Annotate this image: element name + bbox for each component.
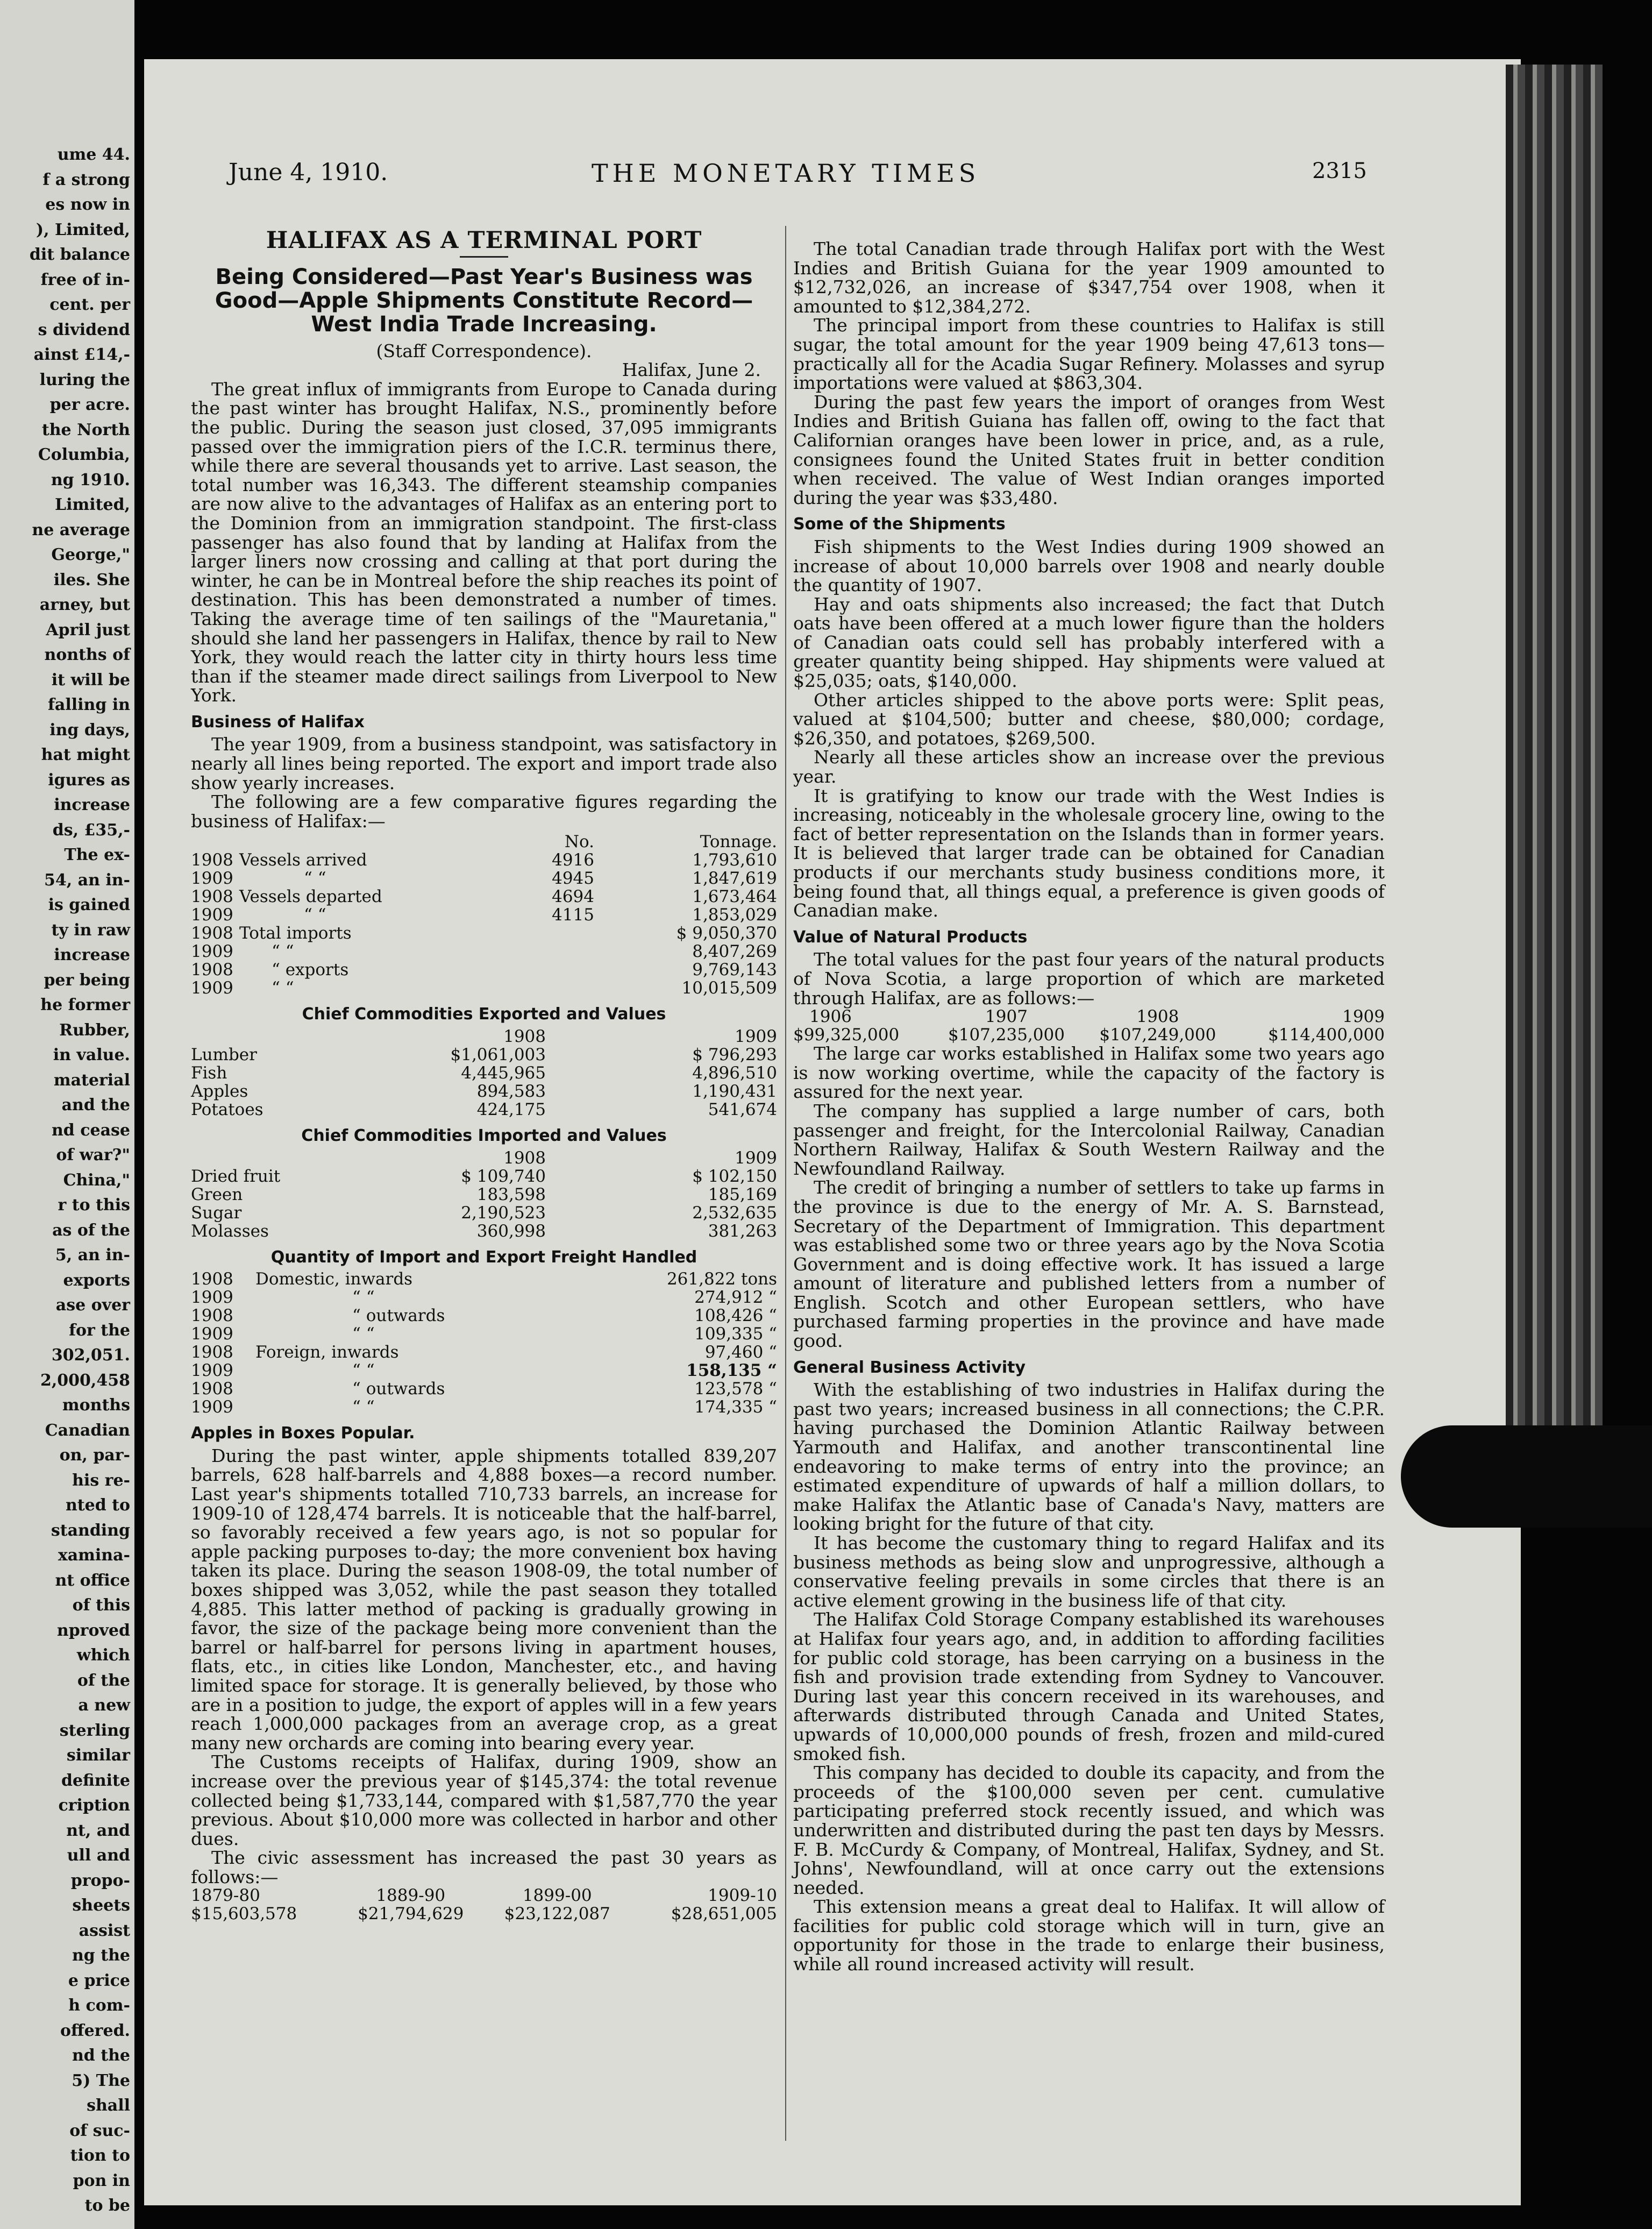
year-cell: 1909 xyxy=(191,1397,233,1417)
title-rule xyxy=(460,256,508,258)
left-page-fragment: hat might xyxy=(41,746,130,765)
value-cell: $99,325,000 xyxy=(793,1025,900,1045)
column-divider xyxy=(785,226,786,2141)
value-cell: 10,015,509 xyxy=(681,978,777,998)
year-cell: 1908 xyxy=(191,924,233,943)
value-cell: $ 102,150 xyxy=(692,1166,777,1186)
value-cell: 8,407,269 xyxy=(692,942,777,962)
left-page-fragment: nd cease xyxy=(51,1120,130,1140)
left-page-fragment: sterling xyxy=(59,1721,130,1740)
left-page-fragment: April just xyxy=(46,620,130,640)
left-page-fragment: of the xyxy=(77,1671,130,1690)
left-page-fragment: luring the xyxy=(39,370,130,389)
label-cell: “ outwards xyxy=(352,1379,445,1399)
left-page-fragment: George," xyxy=(51,545,130,565)
left-page-fragment: s dividend xyxy=(38,320,130,339)
left-page-fragment: for the xyxy=(69,1321,130,1340)
label-cell: “ exports xyxy=(272,960,349,980)
left-page-fragment: of this xyxy=(72,1596,130,1615)
year-cell: 1909 xyxy=(191,1361,233,1381)
year-cell: 1908 xyxy=(191,1343,233,1362)
value-cell: 97,460 “ xyxy=(704,1343,777,1362)
left-page-fragment: propo- xyxy=(70,1871,130,1890)
section-heading: Some of the Shipments xyxy=(793,515,1006,534)
value-cell: $107,249,000 xyxy=(1099,1025,1216,1045)
left-page-fragment: assist xyxy=(79,1921,130,1940)
left-page-fragment: in value. xyxy=(53,1046,130,1065)
column-1 xyxy=(191,227,777,1924)
paragraph: During the past few years the import of oranges from West Indies and British Guiana has fallen off, owing to the fact that Californian oranges have been lower in price, and, as a rule, consignees found the United States fruit in better condition when received. The value of West Indian oranges imported during the year was $33,480. xyxy=(793,391,1385,508)
left-page-fragment: months xyxy=(62,1396,130,1415)
value-cell: 4694 xyxy=(552,887,594,907)
left-page-fragment: he former xyxy=(40,996,130,1015)
year-cell: 1908 xyxy=(191,1379,233,1399)
commodity-cell: Lumber xyxy=(191,1045,257,1065)
value-cell: 424,175 xyxy=(476,1100,546,1120)
section-heading: Value of Natural Products xyxy=(793,927,1028,947)
label-cell: Vessels arrived xyxy=(239,850,367,870)
left-page-fragment: of war?" xyxy=(56,1146,130,1165)
value-cell: 1,190,431 xyxy=(692,1082,777,1102)
left-page-fragment: xamina- xyxy=(58,1546,130,1565)
section-heading: Quantity of Import and Export Freight Handled xyxy=(270,1247,697,1267)
left-page-fragment: r to this xyxy=(58,1196,130,1215)
value-cell: 894,583 xyxy=(476,1082,546,1102)
value-cell: 4115 xyxy=(552,905,594,925)
value-cell xyxy=(492,942,594,961)
left-page-fragment: nt office xyxy=(55,1571,130,1590)
value-cell: 108,426 “ xyxy=(694,1306,777,1326)
value-cell: 9,769,143 xyxy=(692,960,777,980)
year-cell: 1909 xyxy=(191,1288,233,1308)
left-page-fragment: igures as xyxy=(48,770,130,790)
value-cell: $ 796,293 xyxy=(692,1045,777,1065)
value-cell: 185,169 xyxy=(708,1184,777,1204)
assessment-table xyxy=(191,1886,777,1923)
paragraph: It has become the customary thing to regard Halifax and its business methods as being slow and unprogressive, although a conservative feeling prevails in some circles that there is an active element growing in the business life of that city. xyxy=(793,1532,1385,1611)
year-cell: 1908 xyxy=(191,887,233,907)
value-cell: 158,135 “ xyxy=(686,1361,777,1381)
left-page-fragment: increase xyxy=(54,796,130,815)
year-head: 1909-10 xyxy=(708,1886,777,1906)
left-page-fragment: falling in xyxy=(48,695,130,715)
commodity-cell: Molasses xyxy=(191,1221,269,1241)
left-page-fragment: ase over xyxy=(55,1296,130,1315)
column-2 xyxy=(793,239,1385,1974)
left-page-fragment: iles. She xyxy=(53,570,130,590)
paragraph: The principal import from these countries to Halifax is still sugar, the total amount for the year 1909 being 47,613 tons—practically all for the Acadia Sugar Refinery. Molasses and syrup importations were valued at $863,304. xyxy=(793,315,1385,394)
value-cell: 2,190,523 xyxy=(461,1203,546,1223)
year-head: 1889-90 xyxy=(376,1886,446,1906)
paragraph: The Customs receipts of Halifax, during 1909, show an increase over the previous year of $145,374: the total revenue collected being $1,733,144, compared with $1,587,770 the year previous. About $10,000 more was collected in harbor and other dues. xyxy=(191,1751,777,1849)
paragraph: Nearly all these articles show an increase over the previous year. xyxy=(793,747,1385,787)
section-heading: Apples in Boxes Popular. xyxy=(191,1424,415,1443)
value-cell: 1,847,619 xyxy=(692,869,777,889)
left-page-fragment: ty in raw xyxy=(51,920,130,940)
value-cell: $28,651,005 xyxy=(671,1904,777,1924)
paragraph: Fish shipments to the West Indies during 1909 showed an increase of about 10,000 barrels over 1908 and nearly double the quantity of 1907. xyxy=(793,536,1385,596)
left-page-fragment: it will be xyxy=(51,670,130,690)
year-head: 1899-00 xyxy=(522,1886,592,1906)
left-page-fragment: nproved xyxy=(56,1621,130,1640)
value-cell: $21,794,629 xyxy=(358,1904,464,1924)
left-page-fragment: ume 44. xyxy=(57,145,130,164)
left-page-fragment: f a strong xyxy=(42,170,130,189)
left-page-fragment: definite xyxy=(61,1771,130,1790)
year-cell: 1909 xyxy=(191,978,233,998)
freight-table xyxy=(191,1270,777,1416)
label-cell: Foreign, inwards xyxy=(255,1343,399,1362)
paragraph: The total values for the past four years of the natural products of Nova Scotia, a large proportion of which are marketed through Halifax, are as follows:— xyxy=(793,949,1385,1009)
paragraph: The total Canadian trade through Halifax port with the West Indies and British Guiana for the year 1909 amounted to $12,732,026, an increase of $347,754 over 1908, when it amounted to $12,384,272. xyxy=(793,238,1385,317)
imports-table xyxy=(191,1149,777,1240)
label-cell: “ “ xyxy=(352,1324,375,1344)
header-date: June 4, 1910. xyxy=(229,159,388,186)
paragraph: The credit of bringing a number of settlers to take up farms in the province is due to the energy of Mr. A. S. Barnstead, Secretary of the Department of Immigration. This department was established some two or three years ago by the Nova Scotia Government and is doing effective work. It has issued a large amount of literature and published letters from a number of English. Scotch and other European settlers, who have purchased farming properties in the province and have made good. xyxy=(793,1177,1385,1352)
left-page-fragment: Canadian xyxy=(45,1421,130,1440)
year-head: 1908 xyxy=(503,1148,546,1168)
value-cell: 1,853,029 xyxy=(692,905,777,925)
col-head-tonnage: Tonnage. xyxy=(700,832,777,852)
byline: (Staff Correspondence). xyxy=(376,340,592,361)
thumb-shadow xyxy=(1401,1425,1652,1528)
left-page-fragment: the North xyxy=(41,420,130,439)
left-page-fragment: e price xyxy=(68,1971,130,1990)
year-cell: 1908 xyxy=(191,1306,233,1326)
left-page-fragment: which xyxy=(76,1646,130,1665)
year-cell: 1908 xyxy=(191,1269,233,1289)
left-page-fragment: his re- xyxy=(72,1471,130,1490)
left-page-fragment: h com- xyxy=(68,1996,130,2015)
exports-table xyxy=(191,1027,777,1119)
left-page-fragment: ainst £14,- xyxy=(33,345,130,365)
left-page-fragment: ing days, xyxy=(49,720,130,740)
left-page-fragment: dit balance xyxy=(29,245,130,265)
left-page-fragment: nonths of xyxy=(44,645,130,665)
value-cell: 4,896,510 xyxy=(692,1063,777,1083)
left-page-fragment: nted to xyxy=(65,1496,130,1515)
label-cell: “ “ xyxy=(352,1397,375,1417)
value-cell xyxy=(492,961,594,979)
value-cell: $114,400,000 xyxy=(1268,1025,1385,1045)
label-cell: “ “ xyxy=(304,869,326,889)
article-subtitle: Being Considered—Past Year's Business was Good—Apple Shipments Constitute Record—West India Trade Increasing. xyxy=(215,264,753,337)
left-page-fragment: 5, an in- xyxy=(55,1246,130,1265)
paragraph: It is gratifying to know our trade with the West Indies is increasing, noticeably in the wholesale grocery line, owing to the fact of better representation on the Islands than in former years. It is believed that larger trade can be obtained for Canadian products if our merchants study business conditions more, it being found that, all things equal, a preference is given goods of Canadian make. xyxy=(793,785,1385,921)
paragraph: Other articles shipped to the above ports were: Split peas, valued at $104,500; butter and cheese, $80,000; cordage, $26,350, and potatoes, $269,500. xyxy=(793,689,1385,749)
left-page-fragment: shall xyxy=(87,2096,130,2116)
left-page-fragment: is gained xyxy=(48,896,130,915)
value-cell: 1,793,610 xyxy=(692,850,777,870)
left-page-fragment: of suc- xyxy=(69,2121,130,2140)
vessels-table xyxy=(191,833,777,997)
paragraph: This company has decided to double its capacity, and from the proceeds of the $100,000 seven per cent. cumulative participating preferred stock recently issued, and which was underwritten and distributed during the past ten days by Messrs. F. B. McCurdy & Company, of Montreal, Halifax, Sydney, and St. Johns', Newfoundland, will at once carry out the extensions needed. xyxy=(793,1762,1385,1898)
left-page-fragment: Columbia, xyxy=(38,445,130,465)
value-cell: $107,235,000 xyxy=(948,1025,1065,1045)
label-cell: “ “ xyxy=(352,1288,375,1308)
header-page-number: 2315 xyxy=(1312,159,1367,183)
left-page-fragment: and the xyxy=(61,1096,130,1115)
left-page-fragment: ), Limited, xyxy=(35,220,130,239)
paragraph: The large car works established in Halifax some two years ago is now working overtime, while the capacity of the factory is assured for the next year. xyxy=(793,1043,1385,1103)
year-cell: 1909 xyxy=(191,942,233,962)
header-title: THE MONETARY TIMES xyxy=(592,159,980,188)
paragraph: With the establishing of two industries in Halifax during the past two years; increased business in all connections; the C.P.R. having purchased the Dominion Atlantic Railway between Yarmouth and Halifax, and another transcontinental line endeavoring to make terms of entry into the province; an estimated expenditure of upwards of half a million dollars, to make Halifax the Atlantic base of Canada's Navy, matters are looking bright for the future of that city. xyxy=(793,1379,1385,1535)
year-cell: 1909 xyxy=(191,869,233,889)
label-cell: “ “ xyxy=(272,978,294,998)
value-cell: 381,263 xyxy=(708,1221,777,1241)
left-page-fragment: ds, £35,- xyxy=(52,820,130,840)
left-page-fragment: China," xyxy=(63,1170,130,1190)
value-cell: 1,673,464 xyxy=(692,887,777,907)
paragraph: The following are a few comparative figures regarding the business of Halifax:— xyxy=(191,791,777,832)
paragraph: The company has supplied a large number of cars, both passenger and freight, for the Intercolonial Railway, Canadian Northern Railway, Halifax & South Western Railway and the Newfoundland Railway. xyxy=(793,1100,1385,1179)
left-page-fragment: standing xyxy=(51,1521,130,1540)
col-head-no: No. xyxy=(564,832,594,852)
year-head: 1907 xyxy=(985,1007,1028,1027)
left-page-fragment: similar xyxy=(66,1746,130,1765)
left-page-fragment: es now in xyxy=(45,195,130,214)
label-cell: “ “ xyxy=(352,1361,375,1381)
value-cell: 360,998 xyxy=(476,1221,546,1241)
natural-products-table xyxy=(793,1007,1385,1044)
left-page-fragment: sheets xyxy=(72,1896,130,1915)
value-cell: $ 109,740 xyxy=(461,1166,546,1186)
paragraph: The great influx of immigrants from Europe to Canada during the past winter has brought Halifax, N.S., prominently before the public. During the season just closed, 37,095 immigrants passed over the immigration piers of the I.C.R. terminus there, while there are several thousands yet to arrive. Last season, the total number was 16,343. The different steamship companies are now alive to the advantages of Halifax as an entering port to the Dominion from an immigration standpoint. The first-class passenger has also found that by landing at Halifax from the larger liners now crossing and calling at that port during the winter, he can be in Montreal before the ship reaches its point of destination. This has been demonstrated a number of times. Taking the average time of ten sailings of the "Mauretania," should she land her passengers in Halifax, thence by rail to New York, they would reach the latter city in thirty hours less time than if the steamer made direct sailings from Liverpool to New York. xyxy=(191,378,777,706)
left-page-fragment: 54, an in- xyxy=(44,870,130,890)
year-cell: 1909 xyxy=(191,905,233,925)
paragraph: Hay and oats shipments also increased; the fact that Dutch oats have been offered at a much lower figure than the holders of Canadian oats could sell has probably interfered with a greater quantity being shipped. Hay shipments were valued at $25,035; oats, $140,000. xyxy=(793,593,1385,692)
label-cell: Vessels departed xyxy=(239,887,382,907)
label-cell: “ “ xyxy=(304,905,326,925)
value-cell: $ 9,050,370 xyxy=(676,924,777,943)
year-cell: 1909 xyxy=(191,1324,233,1344)
value-cell: 174,335 “ xyxy=(694,1397,777,1417)
left-page-fragment: arney, but xyxy=(39,595,130,615)
left-page-fragment: increase xyxy=(54,946,130,965)
section-heading: General Business Activity xyxy=(793,1358,1026,1377)
label-cell: Total imports xyxy=(239,924,352,943)
paragraph: The year 1909, from a business standpoint, was satisfactory in nearly all lines being reported. The export and import trade also show yearly increases. xyxy=(191,734,777,793)
commodity-cell: Dried fruit xyxy=(191,1166,281,1186)
value-cell xyxy=(492,924,594,942)
left-page-fragment: ne average xyxy=(32,520,130,539)
left-page-fragment: ng 1910. xyxy=(51,470,130,489)
commodity-cell: Fish xyxy=(191,1063,227,1083)
value-cell: 274,912 “ xyxy=(694,1288,777,1308)
section-heading: Chief Commodities Exported and Values xyxy=(302,1005,666,1024)
left-page-fragment: on, par- xyxy=(59,1446,130,1465)
value-cell: $15,603,578 xyxy=(191,1904,297,1924)
left-page-fragment: 5) The xyxy=(72,2071,130,2090)
paragraph: This extension means a great deal to Halifax. It will allow of facilities for public cold storage which will in turn, give an opportunity for those in the trade to enlarge their business, while all round increased activity will result. xyxy=(793,1896,1385,1975)
left-page-fragment: per acre. xyxy=(49,395,130,415)
left-page-fragment: to be xyxy=(84,2196,130,2216)
left-page-fragment: offered. xyxy=(60,2021,130,2040)
value-cell: 123,578 “ xyxy=(694,1379,777,1399)
left-page-margin xyxy=(0,0,134,2229)
section-heading: Chief Commodities Imported and Values xyxy=(301,1126,667,1146)
left-page-fragment: cription xyxy=(58,1796,130,1815)
year-cell: 1908 xyxy=(191,960,233,980)
value-cell: 4945 xyxy=(552,869,594,889)
year-head: 1909 xyxy=(1342,1007,1385,1027)
value-cell: 4,445,965 xyxy=(461,1063,546,1083)
left-page-fragment: as of the xyxy=(52,1220,130,1240)
left-page-fragment: tion to xyxy=(70,2146,130,2166)
commodity-cell: Sugar xyxy=(191,1203,242,1223)
left-page-fragment: ng the xyxy=(72,1946,130,1965)
label-cell: “ outwards xyxy=(352,1306,445,1326)
year-head: 1906 xyxy=(809,1007,852,1027)
left-page-fragment: The ex- xyxy=(64,846,130,865)
commodity-cell: Potatoes xyxy=(191,1100,264,1120)
year-cell: 1908 xyxy=(191,850,233,870)
commodity-cell: Apples xyxy=(191,1082,248,1102)
left-page-fragment: nt, and xyxy=(66,1821,130,1840)
value-cell: 261,822 tons xyxy=(666,1269,777,1289)
dateline: Halifax, June 2. xyxy=(622,359,761,381)
year-head: 1909 xyxy=(735,1027,777,1047)
left-page-fragment: material xyxy=(53,1070,130,1090)
value-cell: 109,335 “ xyxy=(694,1324,777,1344)
value-cell: 2,532,635 xyxy=(692,1203,777,1223)
label-cell: “ “ xyxy=(272,942,294,962)
paragraph: The civic assessment has increased the past 30 years as follows:— xyxy=(191,1847,777,1887)
left-page-fragment: Limited, xyxy=(55,495,130,515)
left-page-fragment: 2,000,458 xyxy=(40,1371,130,1390)
value-cell: 541,674 xyxy=(708,1100,777,1120)
book-edge xyxy=(1506,65,1603,1517)
article-title: HALIFAX AS A TERMINAL PORT xyxy=(266,227,702,254)
left-page-fragment: free of in- xyxy=(40,270,130,289)
value-cell: $1,061,003 xyxy=(450,1045,546,1065)
left-page-fragment: 302,051. xyxy=(51,1346,130,1365)
left-page-fragment: a new xyxy=(78,1696,130,1715)
left-page-fragment: ull and xyxy=(67,1846,130,1865)
commodity-cell: Green xyxy=(191,1184,243,1204)
left-page-fragment: nd the xyxy=(72,2046,130,2065)
section-heading: Business of Halifax xyxy=(191,712,365,732)
year-head: 1879-80 xyxy=(191,1886,260,1906)
left-page-fragment: exports xyxy=(63,1270,130,1290)
paragraph: During the past winter, apple shipments totalled 839,207 barrels, 628 half-barrels and 4,888 boxes—a record number. Last year's shipments totalled 710,733 barrels, an increase for 1909-10 of 128,474 barrels. It is noticeable that the half-barrel, so favorably received a few years ago, is not so popular for apple packing purposes to-day; the more convenient box having taken its place. During the season 1908-09, the total number of boxes shipped was 3,052, while the past season they totalled 4,885. This latter method of packing is gradually growing in favor, the size of the package being more convenient than the barrel or half-barrel for persons living in apartment houses, flats, etc., in cities like London, Manchester, etc., and having limited space for storage. It is generally believed, by those who are in a position to judge, the export of apples will in a few years reach 1,000,000 packages from an average crop, as a great many new orchards are coming into bearing every year. xyxy=(191,1445,777,1754)
year-head: 1908 xyxy=(1136,1007,1179,1027)
year-head: 1908 xyxy=(503,1027,546,1047)
value-cell xyxy=(492,979,594,997)
label-cell: Domestic, inwards xyxy=(255,1269,413,1289)
paragraph: The Halifax Cold Storage Company established its warehouses at Halifax four years ago, and, in addition to affording facilities for public cold storage, has been carrying on a business in the fish and provision trade extending from Sydney to Vancouver. During last year this concern received in its warehouses, and afterwards distributed through Canada and United States, upwards of 10,000,000 pounds of fresh, frozen and mild-cured smoked fish. xyxy=(793,1609,1385,1764)
value-cell: $23,122,087 xyxy=(504,1904,610,1924)
left-page-fragment: Rubber, xyxy=(59,1020,130,1040)
value-cell: 4916 xyxy=(552,850,594,870)
left-page-fragment: per being xyxy=(44,970,130,990)
left-page-fragment: cent. per xyxy=(49,295,130,315)
year-head: 1909 xyxy=(735,1148,777,1168)
value-cell: 183,598 xyxy=(476,1184,546,1204)
left-page-fragment: pon in xyxy=(73,2171,130,2190)
